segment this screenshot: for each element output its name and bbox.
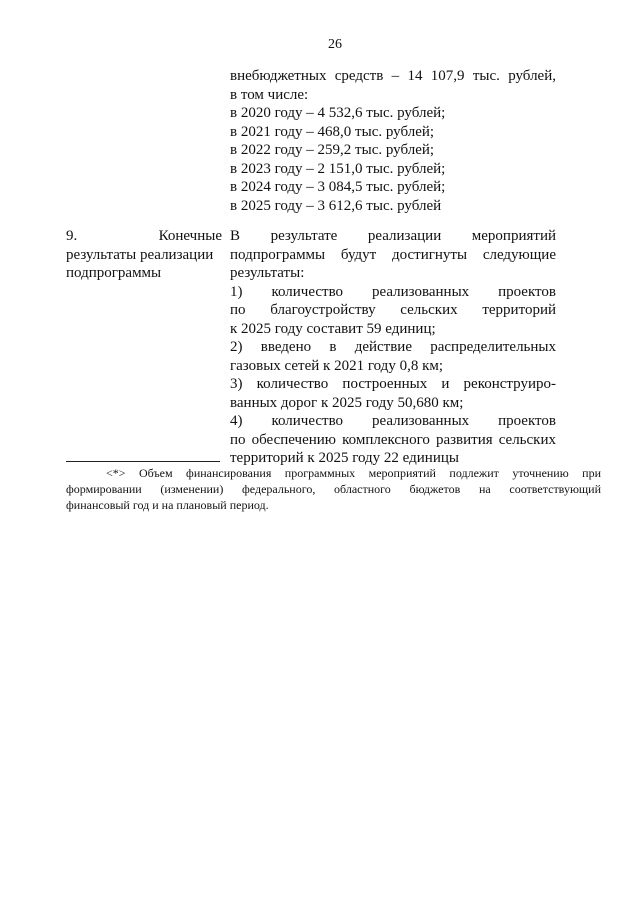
results-line: по обеспечению комплексного развития сельских	[230, 431, 556, 448]
footnote-line: <*> Объем финансирования программных мероприятий подлежит уточнению при	[106, 466, 601, 480]
funding-line: в том числе:	[230, 86, 309, 103]
funding-line: в 2021 году – 468,0 тыс. рублей;	[230, 123, 435, 140]
funding-line: в 2020 году – 4 532,6 тыс. рублей;	[230, 105, 446, 121]
page-number: 26	[328, 37, 342, 52]
row-number: 9.	[66, 228, 78, 244]
funding-line: в 2025 году – 3 612,6 тыс. рублей	[230, 197, 442, 214]
footnote-rule	[66, 461, 220, 462]
row-label-line: Конечные	[158, 228, 222, 244]
results-line: территорий к 2025 году 22 единицы	[230, 450, 459, 466]
footnote-line: финансовый год и на плановый период.	[66, 498, 269, 512]
funding-line: внебюджетных средств – 14 107,9 тыс. рублей,	[230, 68, 556, 84]
row-label-line: подпрограммы	[66, 265, 162, 281]
results-line: к 2025 году составит 59 единиц;	[230, 320, 436, 337]
results-line: подпрограммы будут достигнуты следующие	[230, 246, 556, 263]
results-line: 4) количество реализованных проектов	[230, 413, 556, 429]
funding-line: в 2024 году – 3 084,5 тыс. рублей;	[230, 179, 446, 195]
results-line: ванных дорог к 2025 году 50,680 км;	[230, 394, 464, 411]
results-line: 3) количество построенных и реконструиро-	[230, 376, 556, 392]
funding-line: в 2023 году – 2 151,0 тыс. рублей;	[230, 160, 446, 177]
results-line: В результате реализации мероприятий	[230, 228, 556, 244]
funding-line: в 2022 году – 259,2 тыс. рублей;	[230, 142, 435, 158]
row-label	[66, 227, 222, 283]
funding-block	[230, 67, 556, 215]
row-label-line: результаты реализации	[66, 246, 214, 263]
results-line: по благоустройству сельских территорий	[230, 302, 556, 318]
footnote-line: формировании (изменении) федерального, областного бюджетов на соответствующий	[66, 482, 601, 496]
results-line: результаты:	[230, 265, 305, 281]
results-line: газовых сетей к 2021 году 0,8 км;	[230, 357, 444, 374]
results-block	[230, 227, 556, 468]
footnote	[66, 465, 601, 513]
results-line: 2) введено в действие распределительных	[230, 339, 556, 355]
results-line: 1) количество реализованных проектов	[230, 283, 556, 300]
